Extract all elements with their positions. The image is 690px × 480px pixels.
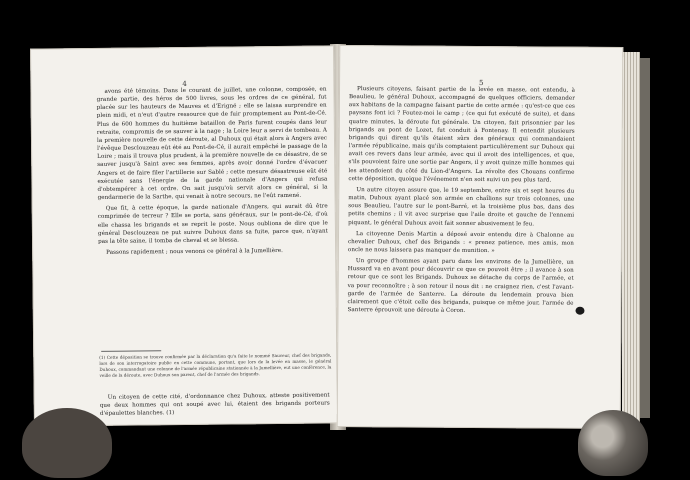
left-page xyxy=(30,45,338,426)
left-page-body xyxy=(96,86,328,261)
left-page-number: 4 xyxy=(182,79,187,89)
left-paragraph: Un citoyen de cette cité, d'ordonnance chez Duhoux, atteste positivement que deux hommes qui ont soupé avec lui, étaient des brigands porteurs d'épaulettes blanches. (1) xyxy=(99,392,330,418)
left-page-bottom xyxy=(100,391,330,421)
right-page xyxy=(337,45,624,429)
right-paragraph: Un groupe d'hommes ayant paru dans les environs de la Jumellière, un Hussard va en avant pour découvrir ce que ce pouvoit être ; il avance à son retour que ce sont les Brigands. Duhoux se détache du corps de l'armée, et va pour reconnoître ; à son retour il nous dit : ne craignez rien, c'est l'avant-garde de l'armée de Santerre. La déroute du lendemain prouva bien clairement que c'étoit celle des brigands, puisque ce même jour, l'armée de Santerre éprouvoit une déroute à Coron. xyxy=(347,258,574,314)
right-paragraph: Un autre citoyen assure que, le 19 septembre, entre six et sept heures du matin, Duhoux ayant placé son armée en chaîlions sur trois colonnes, une sous Beaulieu, l'autre sur le pont-Barré, et la troisième plus bas, dans des petits chemins ; il vit avec surprise que l'aile droite et gauche de l'ennemi piquant, le général Duhoux avoit fait sonner abusivement le feu. xyxy=(348,187,575,227)
book-cover-edge xyxy=(640,58,650,418)
left-paragraph: Passons rapidement ; nous venons ce général à la Jumellière. xyxy=(106,247,284,256)
left-paragraph: avons été témoins. Dans le courant de juillet, une colonne, composée, en grande partie, des héros de 500 livres, sous les ordres de ce général, fut placée sur les hauteurs de Mauves et d'Erigné ; elle se laissa surprendre en plein midi, et n'eut d'autre ressource que de fuir promptement au Pont-de-Cé. Plus de 600 hommes du huitième bataillon de Paris furent coupés dans leur retraite, compromis de se sauver à la nage ; la Loire leur a servi de tombeau. A la première nouvelle de cette déroute, al Duhoux qui était alors à Angers avec l'évêque Desclouzeau eût été au Pont-de-Cé, il aurait empêché le passage de la Loire ; mais il trouva plus prudent, à la première nouvelle de ce désastre, de se sauver jusqu'à Saint avec ses femmes, après avoir donné l'ordre d'évacuer Angers et de faire filer l'artillerie sur Sablé ; cette mesure désastreuse eût été exécutée sans l'énergie de la garde nationale d'Angers qui refusa d'obtempérer à cet ordre. On sait jusqu'où servit alors ce général, si la gendarmerie de la Sarthe, qui venait à notre secours, ne l'eût ramené. xyxy=(96,86,328,201)
right-page-number: 5 xyxy=(479,78,484,88)
right-page-body xyxy=(347,85,575,319)
right-paragraph: La citoyenne Denis Martin a déposé avoir entendu dire à Chalonne au chevalier Duhoux, chef des Brigands : « prenez patience, mes amis, mon oncle ne nous laissera pas manquer de munition. » xyxy=(347,230,575,255)
left-thumb xyxy=(22,408,112,478)
left-paragraph: Que fit, à cette époque, la garde nationale d'Angers, qui aurait dû être comprimée de terreur ? Elle se porta, sans généraux, sur le pont-de-Cé, d'où elle chassa les brigands et se reprit le poste. Nous oublions de dire que le général Desclouzeau ne put suivre Duhoux dans sa fuite, parce que, n'ayant pas la tête saine, il tomba de cheval et se blessa. xyxy=(97,203,328,245)
footnote-rule xyxy=(101,350,161,352)
right-thumb xyxy=(578,410,648,476)
left-footnote: (1) Cette déposition se trouve confirmée par la déclaration qu'a faite le nommé Sauveur, chef des brigands, lors de son interrogatoire public en cette commune, portant, que lors de la levée en masse, le général Duhoux, commandant une colonne de l'armée républicaine stationnée à la Jumellière, eut une conférence, la veille de la déroute, avec Duhoux son parent, chef de l'armée des brigands. xyxy=(99,352,332,378)
ink-blot xyxy=(575,307,584,315)
page-edges xyxy=(622,52,640,422)
right-paragraph: Plusieurs citoyens, faisant partie de la levée en masse, ont entendu, à Beaulieu, le général Duhoux, accompagné de quelques officiers, demander aux habitans de la campagne faisant partie de cette armée : qu'est-ce que ces paysans font ici ? Foutez-moi le camp ; (ce qui fut exécuté de suite), et dans quatre minutes, la déroute fut générale. Un citoyen, fait prisonnier par les brigands au pont de Lozet, fut conduit à Fontenay. Il entendit plusieurs brigands qui dirent qu'ils étaient sûrs des généraux qui commandaient l'armée républicaine, mais qu'ils comptaient particulièrement sur Duhoux qui avait ces revers dans leur armée, avec qui il avoit des intelligences, et que, s'ils pouvoient faire une sortie par Angers, il y avoit quinze mille hommes qui les attendoient du côté du Lion-d'Angers. La révolte des Chouans confirme cette déposition, quoique l'événement n'en soit suivi un peu plus tard. xyxy=(348,86,576,184)
